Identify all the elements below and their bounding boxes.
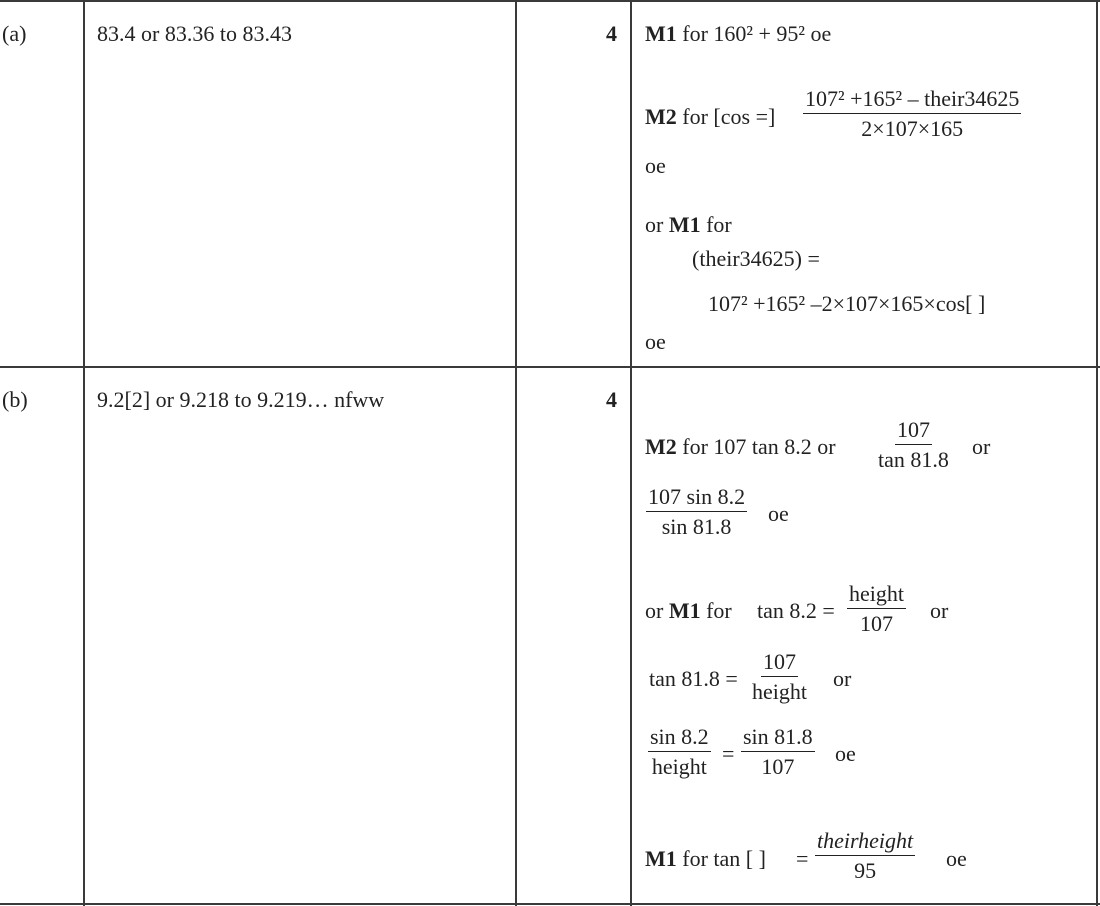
or-m1-line — [645, 214, 732, 236]
m1-label: M1 — [645, 21, 677, 46]
grid-col-1 — [83, 0, 85, 906]
m2-label: M2 — [645, 104, 677, 129]
denominator: height — [651, 754, 707, 779]
fraction-107-over-tan — [878, 419, 949, 471]
grid-col-3 — [630, 0, 632, 906]
denominator: 95 — [854, 858, 877, 883]
fraction-sin-81-8-over-107 — [741, 726, 815, 778]
or-m1-for: for — [706, 212, 732, 237]
m2-line — [645, 436, 836, 458]
cos-fraction — [803, 88, 1021, 140]
m1-line — [645, 23, 831, 45]
or-a: or — [930, 598, 949, 623]
or-m1-line — [645, 600, 732, 622]
m2-for: for 107 tan 8.2 or — [682, 434, 836, 459]
oe-end: oe — [645, 329, 666, 354]
fraction-sin-8-2-over-height — [648, 726, 711, 778]
m1-last-for: for tan [ ] — [682, 846, 766, 871]
m2-line — [645, 106, 775, 128]
numerator: height — [847, 583, 906, 609]
grid-bottom — [0, 903, 1100, 905]
fraction-sin-ratio — [646, 486, 747, 538]
last-oe: oe — [946, 846, 967, 871]
denominator: 107 — [860, 611, 893, 636]
or-m1-for: for — [706, 598, 732, 623]
denominator: height — [752, 679, 807, 704]
m2-for: for [cos =] — [682, 104, 776, 129]
m2-oe: oe — [645, 153, 666, 178]
answer: 9.2[2] or 9.218 to 9.219… nfww — [97, 387, 385, 412]
m2-oe: oe — [768, 501, 789, 526]
part-label: (b) — [2, 387, 28, 412]
m2-or: or — [972, 434, 991, 459]
m1-last-line — [645, 848, 766, 870]
answer: 83.4 or 83.36 to 83.43 — [97, 21, 292, 46]
cos-fraction-denominator: 2×107×165 — [861, 116, 964, 141]
m1-text: for 160² + 95² oe — [682, 21, 832, 46]
tan-8-2-eq: tan 8.2 = — [757, 598, 835, 623]
or-b: or — [833, 666, 852, 691]
grid-row-divider — [0, 366, 1100, 368]
fraction-107-over-height — [752, 651, 807, 703]
equals: = — [722, 741, 735, 766]
tan-81-8-eq: tan 81.8 = — [649, 666, 738, 691]
denominator: tan 81.8 — [878, 447, 949, 472]
equation-line-1: (their34625) = — [692, 246, 820, 271]
cos-fraction-numerator: 107² +165² – their34625 — [803, 88, 1021, 114]
oe-c: oe — [835, 741, 856, 766]
numerator: 107 — [895, 419, 932, 445]
numerator: 107 sin 8.2 — [646, 486, 747, 512]
fraction-theirheight-over-95 — [815, 830, 915, 882]
numerator: sin 8.2 — [648, 726, 711, 752]
or-m1-label: M1 — [668, 598, 701, 623]
numerator: 107 — [761, 651, 798, 677]
denominator: sin 81.8 — [661, 514, 732, 539]
mark: 4 — [606, 387, 617, 412]
m1-last-eq: = — [796, 846, 809, 871]
or-word: or — [645, 212, 664, 237]
denominator: 107 — [761, 754, 795, 779]
equation-line-2: 107² +165² –2×107×165×cos[ ] — [708, 291, 986, 316]
grid-top — [0, 0, 1100, 2]
or-word: or — [645, 598, 664, 623]
m2-label: M2 — [645, 434, 677, 459]
numerator: sin 81.8 — [741, 726, 815, 752]
or-m1-label: M1 — [668, 212, 701, 237]
grid-col-2 — [515, 0, 517, 906]
grid-right — [1096, 0, 1098, 906]
numerator: theirheight — [815, 830, 915, 856]
m1-last-label: M1 — [645, 846, 677, 871]
fraction-height-over-107 — [847, 583, 906, 635]
mark: 4 — [606, 21, 617, 46]
part-label: (a) — [2, 21, 27, 46]
